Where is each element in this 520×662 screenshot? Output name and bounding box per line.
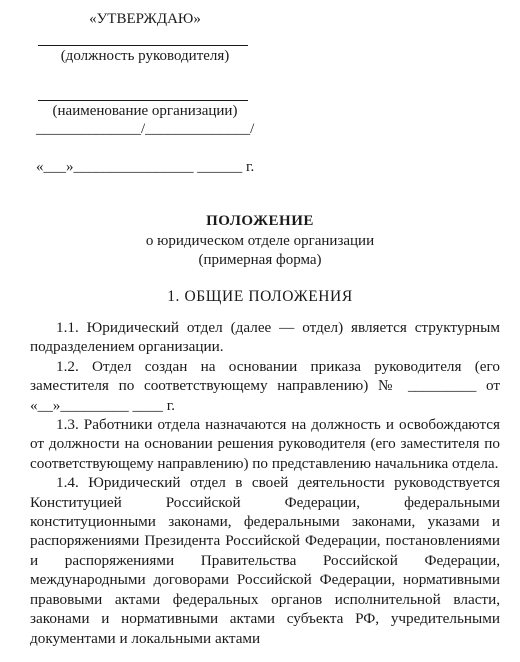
document-title: ПОЛОЖЕНИЕ: [206, 213, 314, 229]
signature-line: ______________/______________/: [36, 121, 255, 137]
document-subtitle: о юридическом отделе организации: [145, 233, 375, 249]
position-caption: (должность руководителя): [60, 48, 230, 64]
section-heading: 1. ОБЩИЕ ПОЛОЖЕНИЯ: [167, 288, 353, 305]
position-rule: [38, 45, 248, 46]
paragraph-1-3: 1.3. Работники отдела назначаются на должность и освобождаются от должности на основании решения руководителя (его заместителя по соответствующему направлению) по представлению начальника отдела.: [30, 416, 500, 472]
paragraph-1-4: 1.4. Юридический отдел в своей деятельности руководствуется Конституцией Российской Федерации, федеральными конституционными законами, федеральными законами, указами и распоряжениями Президента Российской Федерации, постановлениями и распоряжениями Правительства Российской Федерации, международными договорами Российской Федерации, нормативными правовыми актами федеральных органов исполнительной власти, законами и нормативными актами субъекта РФ, учредительными документами и локальными актами: [30, 474, 500, 647]
section-body: [30, 318, 500, 648]
paragraph-1-2: 1.2. Отдел создан на основании приказа руководителя (его заместителя по соответствующему направлению) № _________ от «__»_________ ____ г.: [30, 357, 500, 414]
organization-caption: (наименование организации): [52, 103, 238, 119]
form-note: (примерная форма): [198, 252, 322, 268]
approval-block: [30, 0, 260, 180]
date-line: «___»________________ ______ г.: [36, 159, 255, 175]
paragraph-1-1: 1.1. Юридический отдел (далее — отдел) является структурным подразделением организации.: [30, 319, 500, 356]
approval-heading: «УТВЕРЖДАЮ»: [89, 11, 201, 27]
organization-rule: [38, 100, 248, 101]
